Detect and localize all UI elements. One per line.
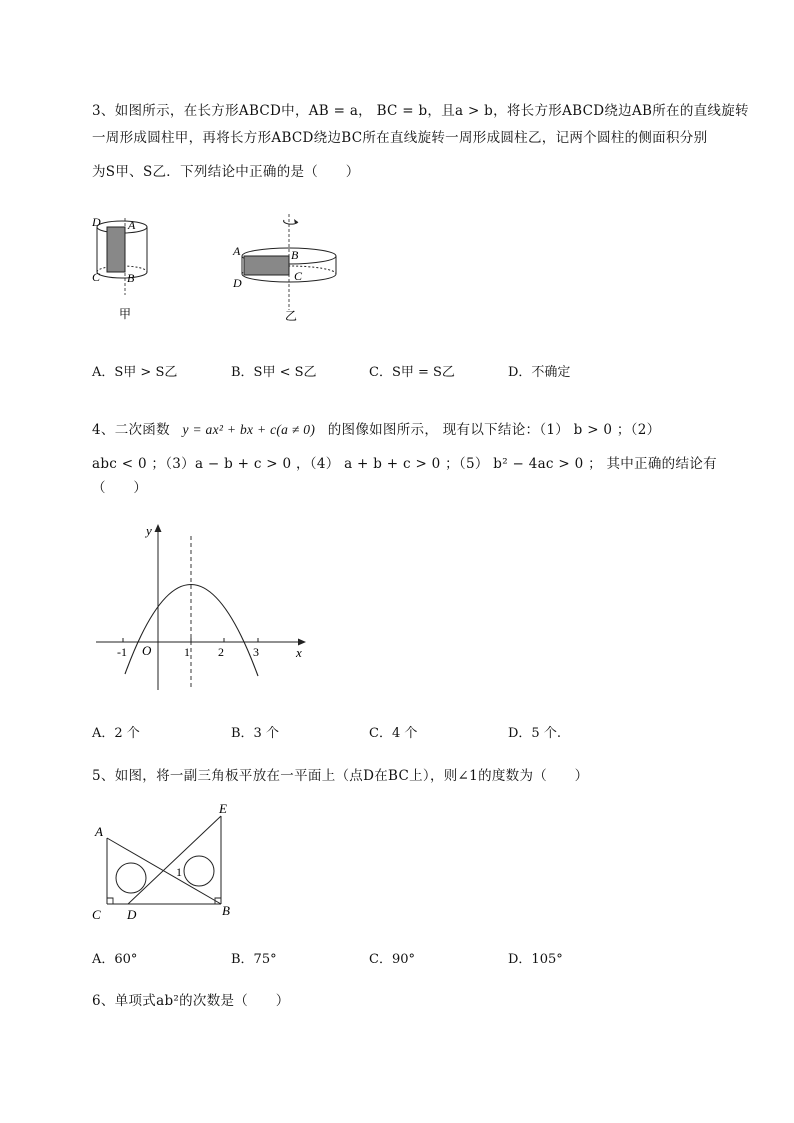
q3-text-line1: 3、如图所示，在长方形ABCD中，AB = a， BC = b，且a > b，将长方形ABCD绕边AB所在的直线旋转 — [92, 103, 749, 119]
cylinder-jia-figure — [88, 210, 168, 325]
yi-label-C: C — [294, 269, 303, 283]
tick-label-neg1: -1 — [117, 645, 127, 659]
q5-option-c: C．90° — [369, 952, 415, 967]
q5-option-d: D．105° — [508, 952, 563, 967]
tick-label-2: 2 — [218, 645, 224, 659]
q4-option-c: C．4 个 — [369, 726, 418, 741]
q3-option-b: B．S甲 < S乙 — [231, 365, 317, 380]
q4-intro: 4、二次函数 — [92, 422, 170, 438]
tick-label-3: 3 — [253, 645, 259, 659]
jia-label-B: B — [127, 271, 135, 285]
q6-text-line1: 6、单项式ab²的次数是（ ） — [92, 993, 290, 1009]
jia-caption: 甲 — [119, 307, 132, 321]
q4-option-d: D．5 个. — [508, 726, 561, 741]
fig5-label-D: D — [127, 907, 137, 922]
graph-origin-label: O — [142, 643, 152, 658]
fig5-label-A: A — [95, 824, 103, 839]
graph-x-label: x — [296, 645, 302, 660]
q4-option-a: A．2 个 — [92, 726, 140, 741]
q5-text-line1: 5、如图，将一副三角板平放在一平面上（点D在BC上），则∠1的度数为（ ） — [92, 768, 589, 784]
q4-text-line1 — [92, 418, 660, 438]
yi-caption: 乙 — [285, 309, 298, 323]
parabola-graph — [92, 518, 322, 696]
q3-text-line2: 一周形成圆柱甲，再将长方形ABCD绕边BC所在直线旋转一周形成圆柱乙，记两个圆柱的侧面积分别 — [92, 130, 708, 146]
fig5-angle-1: 1 — [176, 865, 182, 879]
q3-option-c: C．S甲 = S乙 — [369, 365, 455, 380]
cylinder-yi-figure — [228, 212, 348, 327]
yi-label-B: B — [291, 248, 299, 262]
fig5-label-C: C — [92, 907, 101, 922]
triangle-set-figure — [88, 798, 248, 923]
yi-label-A: A — [233, 244, 241, 258]
fig5-label-B: B — [222, 903, 230, 918]
graph-y-label: y — [146, 523, 152, 538]
yi-label-D: D — [233, 276, 242, 290]
q3-option-d: D．不确定 — [508, 365, 571, 380]
q5-option-a: A．60° — [92, 952, 138, 967]
q3-option-a: A．S甲 > S乙 — [92, 365, 178, 380]
q4-conclusions: 的图像如图所示， 现有以下结论：（1） b > 0 ；（2） — [327, 422, 661, 438]
q4-text-line3: （ ） — [92, 480, 148, 496]
jia-label-C: C — [92, 270, 101, 284]
q4-option-b: B．3 个 — [231, 726, 279, 741]
q3-text-line3: 为S甲、S乙．下列结论中正确的是（ ） — [92, 164, 360, 180]
q4-formula: y = ax² + bx + c(a ≠ 0) — [182, 422, 316, 437]
tick-label-1: 1 — [184, 645, 190, 659]
jia-label-D: D — [92, 215, 101, 229]
jia-label-A: A — [128, 218, 136, 232]
q4-text-line2: abc < 0 ；（3）a − b + c > 0 ，（4） a + b + c > 0 ；（5） b² − 4ac > 0 ； 其中正确的结论有 — [92, 456, 717, 472]
q5-option-b: B．75° — [231, 952, 277, 967]
fig5-label-E: E — [219, 801, 227, 816]
